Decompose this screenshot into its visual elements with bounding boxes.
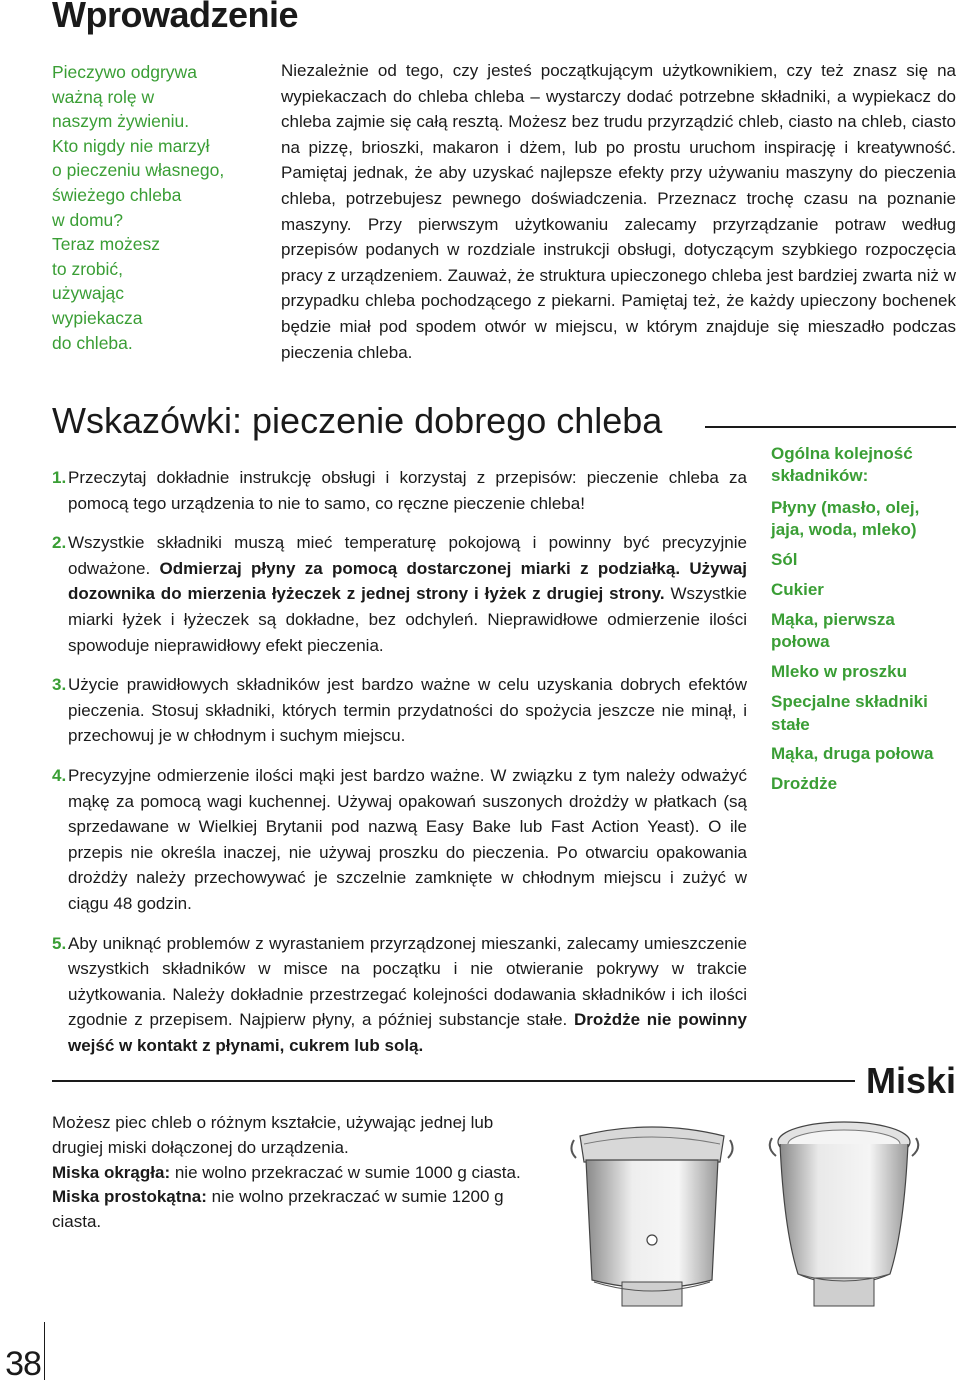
ingredient-order-item: Mąka, pierwsza połowa xyxy=(771,609,895,652)
page-title: Wprowadzenie xyxy=(52,0,299,35)
tips-list xyxy=(52,465,747,1072)
page-number: 38 xyxy=(5,1345,41,1383)
tip-text-run: Wszystkie miarki łyżek i łyżeczek są dokładne, bez odchyleń. Nieprawidłowe odmierzenie ilości spowoduje nieprawidłowy efekt pieczenia. xyxy=(68,584,747,655)
intro-sidebar-quote xyxy=(52,60,262,355)
tip-text-run: Wszystkie składniki muszą mieć temperaturę pokojową i powinny być precyzyjnie odważone. xyxy=(68,533,747,578)
sidebar-quote-line: ważną rolę w xyxy=(52,86,155,107)
sidebar-quote-line: Pieczywo odgrywa xyxy=(52,62,197,82)
ingredient-order-item: Cukier xyxy=(771,580,824,600)
sidebar-quote-line: używając xyxy=(52,283,124,304)
ingredient-order-item: Mąka, druga połowa xyxy=(771,744,934,764)
ingredient-order-item: Sól xyxy=(771,550,798,570)
tip-text-run: Precyzyjne odmierzenie ilości mąki jest bardzo ważne. W związku z tym należy odważyć mąkę za pomocą wagi kuchennej. Używaj opakowań suszonych drożdży w płatkach (są sprzedawane w Wielkiej Brytanii pod nazwą Easy Bake lub Fast Action Yeast). O ile przepis nie określa inaczej, nie używaj proszku do pieczenia. Po otwarciu opakowania drożdży należy przechowywać je szczelnie zamknięte w chłodnym miejscu i zużyć w ciągu 48 godzin. xyxy=(68,765,747,913)
sidebar-quote-line: Kto nigdy nie marzył xyxy=(52,135,210,156)
bowls-description xyxy=(52,1111,532,1235)
tips-heading: Wskazówki: pieczenie dobrego chleba xyxy=(52,400,663,441)
tip-text xyxy=(68,931,747,1059)
rectangular-bowl-illustration xyxy=(566,1110,738,1320)
round-bowl-label: Miska okrągła: xyxy=(52,1162,171,1182)
tip-text-run: Użycie prawidłowych składników jest bardzo ważne w celu uzyskania dobrych efektów pieczenia. Stosuj składniki, których termin przydatności do spożycia jeszcze nie minął, i przechowuj je w chłodnym i suchym miejscu. xyxy=(68,675,747,746)
tip-text-bold: Drożdże nie powinny wejść w kontakt z płynami, cukrem lub solą. xyxy=(68,1010,747,1055)
ingredient-order-box xyxy=(771,443,956,803)
ingredient-order-list xyxy=(771,497,956,796)
tip-number: 1. xyxy=(52,468,67,487)
sidebar-quote-line: naszym żywieniu. xyxy=(52,111,190,132)
ingredient-order-title: Ogólna kolejność składników: xyxy=(771,444,913,486)
sidebar-quote-line: do chleba. xyxy=(52,332,133,353)
tips-heading-rule xyxy=(705,426,956,428)
sidebar-quote-line: o pieczeniu własnego, xyxy=(52,160,225,181)
tip-number: 3. xyxy=(52,675,67,695)
sidebar-quote-line: to zrobić, xyxy=(52,258,123,279)
tip-text-run: Aby uniknąć problemów z wyrastaniem przyrządzonej mieszanki, zalecamy umieszczenie wszystkich składników w misce na początku i nie otwieranie pokrywy w trakcie użytkowania. Należy dokładnie przestrzegać kolejności dodawania składników i ich ilości zgodnie z przepisem. Najpierw płyny, a później substancje stałe. xyxy=(68,933,747,1030)
ingredient-order-item: Drożdże xyxy=(771,774,838,794)
tip-number: 5. xyxy=(52,933,67,953)
ingredient-order-item: Specjalne składniki stałe xyxy=(771,692,928,734)
round-bowl-text: nie wolno przekraczać w sumie 1000 g ciasta. xyxy=(170,1162,521,1182)
tip-text-run: Przeczytaj dokładnie instrukcję obsługi i korzystaj z przepisów: pieczenie chleba za pomocą tego urządzenia to nie to samo, co ręczne pieczenie chleba! xyxy=(68,468,747,513)
tip-text xyxy=(68,672,747,749)
tip-text xyxy=(68,530,747,658)
tip-number: 2. xyxy=(52,533,67,553)
tip-item xyxy=(52,763,747,917)
tip-text xyxy=(68,465,747,516)
sidebar-quote-line: wypiekacza xyxy=(52,307,143,328)
bowls-heading: Miski xyxy=(866,1060,957,1101)
tip-text-bold: Odmierzaj płyny za pomocą dostarczonej miarki z podziałką. Używaj dozownika do mierzenia łyżeczek z jednej strony i łyżek z drugiej strony. xyxy=(68,558,748,604)
tip-item xyxy=(52,672,747,749)
tip-number: 4. xyxy=(52,765,67,785)
tip-text xyxy=(68,763,747,917)
round-bowl-info xyxy=(52,1161,532,1186)
tip-item xyxy=(52,530,747,658)
round-bowl-illustration xyxy=(764,1110,924,1320)
rect-bowl-label: Miska prostokątna: xyxy=(52,1187,207,1207)
rect-bowl-text: nie wolno przekraczać w sumie 1200 g ciasta. xyxy=(52,1187,504,1232)
bowls-heading-rule xyxy=(52,1080,855,1082)
rect-bowl-info xyxy=(52,1185,532,1235)
sidebar-quote-line: w domu? xyxy=(52,209,124,230)
tip-item xyxy=(52,931,747,1059)
ingredient-order-item: Mleko w proszku xyxy=(771,662,908,682)
sidebar-quote-line: świeżego chleba xyxy=(52,184,182,205)
sidebar-quote-line: Teraz możesz xyxy=(52,234,160,255)
intro-paragraph: Niezależnie od tego, czy jesteś początkującym użytkownikiem, czy też znasz się na wypiekaczach do chleba chleba – wystarczy dodać potrzebne składniki, a wypiekacz do chleba zajmie się całą resztą. Możesz bez trudu przyrządzić chleb, ciasto na chleb, ciasto na pizzę, brioszki, makaron i dżem, lub po prostu uruchom inspirację i kreatywność. Pamiętaj jednak, że aby uzyskać najlepsze efekty przy używaniu maszyny do pieczenia chleba, potrzebujesz pewnego doświadczenia. Przeznacz trochę czasu na poznanie maszyny. Przy pierwszym użytkowaniu zalecamy przyrządzanie potraw według przepisów podanych w rozdziale instrukcji obsługi, dotyczącym szybkiego rozpoczęcia pracy z urządzeniem. Zauważ, że struktura upieczonego chleba jest bardziej zwarta niż w przypadku chleba pochodzącego z piekarni. Pamiętaj też, że każdy upieczony bochenek będzie miał pod spodem otwór w miejscu, w którym znajduje się mieszadło podczas pieczenia chleba. xyxy=(281,61,956,362)
tip-item xyxy=(52,465,747,516)
bowls-intro: Możesz piec chleb o różnym kształcie, używając jednej lub drugiej miski dołączonej do urządzenia. xyxy=(52,1113,494,1157)
ingredient-order-item: Płyny (masło, olej, jaja, woda, mleko) xyxy=(771,497,920,540)
